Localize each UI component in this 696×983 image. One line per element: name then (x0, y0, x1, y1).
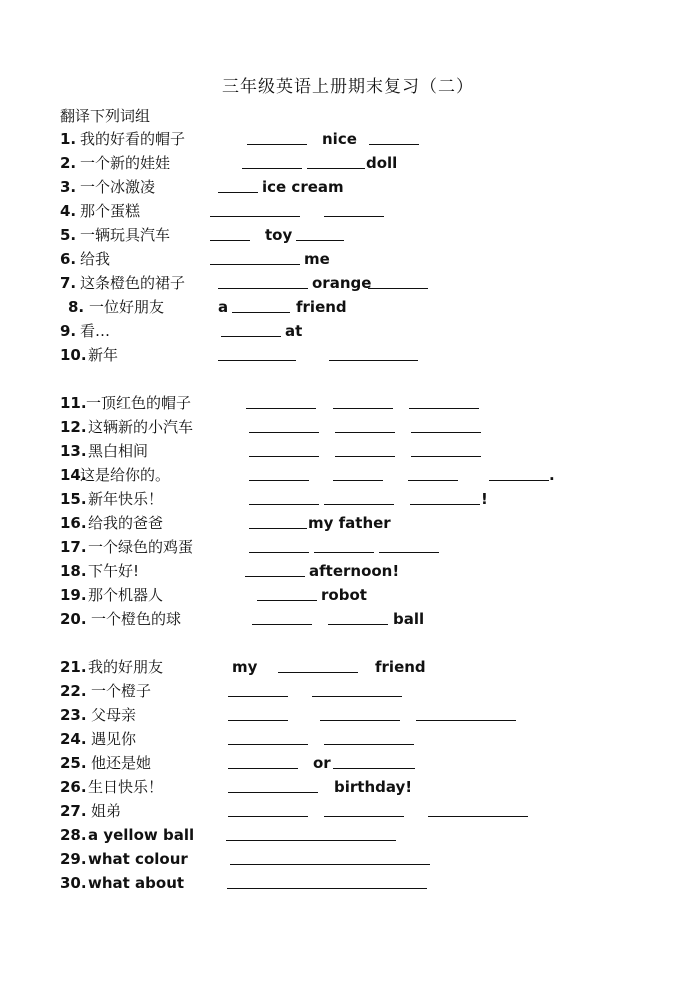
punctuation: ! (481, 490, 488, 508)
answer-blank[interactable] (324, 504, 394, 505)
chinese-prompt: 看… (80, 322, 111, 340)
exercise-item-4 (0, 201, 696, 225)
chinese-prompt: 这辆新的小汽车 (88, 418, 194, 436)
item-number: 24. (60, 730, 87, 748)
answer-blank[interactable] (296, 240, 344, 241)
answer-blank[interactable] (333, 480, 383, 481)
answer-blank[interactable] (324, 816, 404, 817)
given-word: friend (296, 298, 347, 316)
answer-blank[interactable] (333, 768, 415, 769)
chinese-prompt: 一个新的娃娃 (80, 154, 171, 172)
chinese-prompt: 遇见你 (91, 730, 137, 748)
exercise-item-5 (0, 225, 696, 249)
answer-blank[interactable] (409, 408, 479, 409)
chinese-prompt: 这条橙色的裙子 (80, 274, 186, 292)
chinese-prompt: 我的好朋友 (88, 658, 164, 676)
exercise-item-17 (0, 537, 696, 561)
item-number: 8. (68, 298, 85, 316)
exercise-item-1 (0, 129, 696, 153)
item-number: 21. (60, 658, 87, 676)
answer-blank[interactable] (249, 432, 319, 433)
answer-blank[interactable] (218, 192, 258, 193)
answer-blank[interactable] (227, 888, 427, 889)
item-number: 19. (60, 586, 87, 604)
answer-blank[interactable] (221, 336, 281, 337)
exercise-item-25 (0, 753, 696, 777)
item-number: 20. (60, 610, 87, 628)
exercise-item-3 (0, 177, 696, 201)
answer-blank[interactable] (249, 456, 319, 457)
given-word: nice (322, 130, 357, 148)
exercise-item-21 (0, 657, 696, 681)
given-word: ice cream (262, 178, 344, 196)
answer-blank[interactable] (416, 720, 516, 721)
chinese-prompt: 生日快乐！ (88, 778, 164, 796)
item-number: 5. (60, 226, 77, 244)
answer-blank[interactable] (368, 288, 428, 289)
item-number: 2. (60, 154, 77, 172)
exercise-item-15 (0, 489, 696, 513)
answer-blank[interactable] (242, 168, 302, 169)
answer-blank[interactable] (324, 744, 414, 745)
exercise-item-14 (0, 465, 696, 489)
item-number: 28. (60, 826, 87, 844)
given-word: robot (321, 586, 367, 604)
answer-blank[interactable] (320, 720, 400, 721)
chinese-prompt: 黑白相间 (88, 442, 149, 460)
chinese-prompt: 给我的爸爸 (88, 514, 164, 532)
answer-blank[interactable] (324, 216, 384, 217)
answer-blank[interactable] (249, 504, 319, 505)
answer-blank[interactable] (329, 360, 418, 361)
english-prompt: what about (88, 874, 185, 892)
exercise-item-24 (0, 729, 696, 753)
given-word: a (218, 298, 229, 316)
answer-blank[interactable] (379, 552, 439, 553)
answer-blank[interactable] (249, 528, 307, 529)
item-number: 25. (60, 754, 87, 772)
answer-blank[interactable] (228, 792, 318, 793)
answer-blank[interactable] (247, 144, 307, 145)
exercise-item-26 (0, 777, 696, 801)
page-title: 三年级英语上册期末复习（二） (222, 77, 474, 97)
item-number: 30. (60, 874, 87, 892)
answer-blank[interactable] (210, 240, 250, 241)
item-number: 22. (60, 682, 87, 700)
answer-blank[interactable] (228, 744, 308, 745)
chinese-prompt: 一个橙色的球 (91, 610, 182, 628)
answer-blank[interactable] (411, 456, 481, 457)
given-word: my father (308, 514, 391, 532)
answer-blank[interactable] (249, 480, 309, 481)
answer-blank[interactable] (307, 168, 365, 169)
answer-blank[interactable] (252, 624, 312, 625)
answer-blank[interactable] (210, 264, 300, 265)
answer-blank[interactable] (257, 600, 317, 601)
exercise-item-23 (0, 705, 696, 729)
given-word: me (304, 250, 330, 268)
chinese-prompt: 这是给你的。 (80, 466, 171, 484)
given-word: or (313, 754, 331, 772)
exercise-item-6 (0, 249, 696, 273)
answer-blank[interactable] (314, 552, 374, 553)
chinese-prompt: 父母亲 (91, 706, 137, 724)
item-number: 15. (60, 490, 87, 508)
item-number: 6. (60, 250, 77, 268)
item-number: 10. (60, 346, 87, 364)
exercise-item-22 (0, 681, 696, 705)
item-number: 16. (60, 514, 87, 532)
chinese-prompt: 我的好看的帽子 (80, 130, 186, 148)
answer-blank[interactable] (228, 768, 298, 769)
item-number: 7. (60, 274, 77, 292)
chinese-prompt: 一辆玩具汽车 (80, 226, 171, 244)
chinese-prompt: 一个绿色的鸡蛋 (88, 538, 194, 556)
answer-blank[interactable] (335, 456, 395, 457)
answer-blank[interactable] (408, 480, 458, 481)
answer-blank[interactable] (228, 696, 288, 697)
exercise-item-29 (0, 849, 696, 873)
chinese-prompt: 一顶红色的帽子 (86, 394, 192, 412)
given-word: my (232, 658, 258, 676)
exercise-item-13 (0, 441, 696, 465)
punctuation: . (549, 466, 555, 484)
answer-blank[interactable] (312, 696, 402, 697)
exercise-item-8 (0, 297, 696, 321)
item-number: 26. (60, 778, 87, 796)
answer-blank[interactable] (411, 432, 481, 433)
chinese-prompt: 一位好朋友 (89, 298, 165, 316)
answer-blank[interactable] (333, 408, 393, 409)
given-word: birthday! (334, 778, 413, 796)
answer-blank[interactable] (210, 216, 300, 217)
item-number: 27. (60, 802, 87, 820)
answer-blank[interactable] (335, 432, 395, 433)
exercise-item-18 (0, 561, 696, 585)
item-number: 9. (60, 322, 77, 340)
chinese-prompt: 姐弟 (91, 802, 122, 820)
answer-blank[interactable] (410, 504, 480, 505)
chinese-prompt: 新年快乐！ (88, 490, 164, 508)
exercise-item-20 (0, 609, 696, 633)
given-word: afternoon! (309, 562, 400, 580)
item-number: 3. (60, 178, 77, 196)
chinese-prompt: 那个机器人 (88, 586, 164, 604)
exercise-item-27 (0, 801, 696, 825)
answer-blank[interactable] (228, 816, 308, 817)
answer-blank[interactable] (489, 480, 549, 481)
given-word: friend (375, 658, 426, 676)
exercise-item-9 (0, 321, 696, 345)
item-number: 1. (60, 130, 77, 148)
given-word: toy (265, 226, 293, 244)
answer-blank[interactable] (369, 144, 419, 145)
exercise-item-30 (0, 873, 696, 897)
answer-blank[interactable] (218, 288, 308, 289)
chinese-prompt: 新年 (88, 346, 119, 364)
given-word: doll (366, 154, 398, 172)
item-number: 11. (60, 394, 87, 412)
given-word: at (285, 322, 303, 340)
given-word: orange (312, 274, 372, 292)
english-prompt: a yellow ball (88, 826, 195, 844)
exercise-item-28 (0, 825, 696, 849)
item-number: 23. (60, 706, 87, 724)
item-number: 4. (60, 202, 77, 220)
item-number: 17. (60, 538, 87, 556)
exercise-item-12 (0, 417, 696, 441)
answer-blank[interactable] (328, 624, 388, 625)
answer-blank[interactable] (218, 360, 296, 361)
chinese-prompt: 下午好! (88, 562, 140, 580)
answer-blank[interactable] (246, 408, 316, 409)
chinese-prompt: 给我 (80, 250, 111, 268)
given-word: ball (393, 610, 425, 628)
chinese-prompt: 他还是她 (91, 754, 152, 772)
answer-blank[interactable] (226, 840, 396, 841)
answer-blank[interactable] (428, 816, 528, 817)
chinese-prompt: 那个蛋糕 (80, 202, 141, 220)
exercise-item-11 (0, 393, 696, 417)
instruction: 翻译下列词组 (60, 107, 151, 125)
item-number: 12. (60, 418, 87, 436)
answer-blank[interactable] (232, 312, 290, 313)
item-number: 18. (60, 562, 87, 580)
answer-blank[interactable] (228, 720, 288, 721)
exercise-item-2 (0, 153, 696, 177)
answer-blank[interactable] (249, 552, 309, 553)
item-number: 29. (60, 850, 87, 868)
chinese-prompt: 一个冰激凌 (80, 178, 156, 196)
exercise-item-19 (0, 585, 696, 609)
exercise-item-16 (0, 513, 696, 537)
answer-blank[interactable] (245, 576, 305, 577)
answer-blank[interactable] (278, 672, 358, 673)
english-prompt: what colour (88, 850, 188, 868)
exercise-item-10 (0, 345, 696, 369)
exercise-item-7 (0, 273, 696, 297)
answer-blank[interactable] (230, 864, 430, 865)
item-number: 14. (60, 466, 87, 484)
chinese-prompt: 一个橙子 (91, 682, 152, 700)
item-number: 13. (60, 442, 87, 460)
